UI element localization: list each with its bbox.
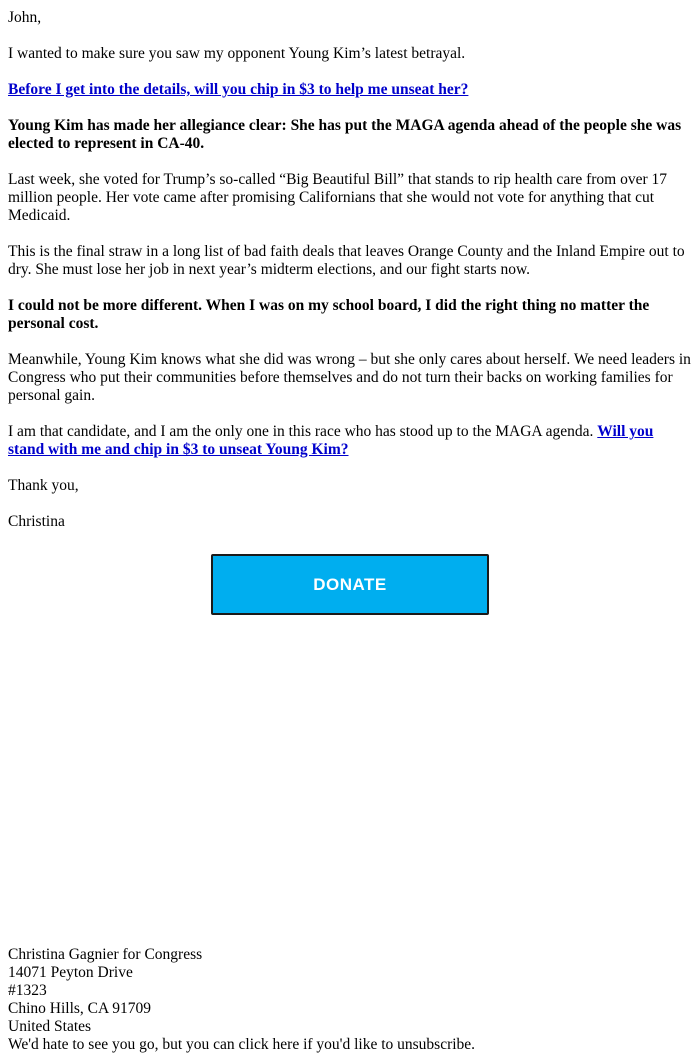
link-paragraph	[8, 81, 692, 99]
donate-button-container	[211, 554, 489, 615]
email-body	[8, 9, 692, 549]
chip-in-link[interactable]: Before I get into the details, will you chip in $3 to help me unseat her?	[8, 81, 469, 98]
intro-paragraph: I wanted to make sure you saw my opponent Young Kim’s latest betrayal.	[8, 45, 466, 62]
stand-with-me-link[interactable]: Will you stand with me and chip in $3 to unseat Young Kim?	[8, 423, 654, 458]
donate-button[interactable]: DONATE	[211, 554, 489, 615]
footer	[8, 946, 692, 1054]
different-paragraph: I could not be more different. When I was on my school board, I did the right thing no matter the personal cost.	[8, 297, 650, 332]
footer-street: 14071 Peyton Drive	[8, 964, 133, 981]
footer-unit: #1323	[8, 982, 47, 999]
footer-org: Christina Gagnier for Congress	[8, 946, 203, 963]
greeting: John,	[8, 9, 42, 26]
vote-paragraph: Last week, she voted for Trump’s so-called “Big Beautiful Bill” that stands to rip health care from over 17 million people. Her vote came after promising Californians that she would not vote for anything that cut Medicaid.	[8, 171, 668, 224]
footer-country: United States	[8, 1018, 92, 1035]
final-straw-paragraph: This is the final straw in a long list of bad faith deals that leaves Orange County and the Inland Empire out to dry. She must lose her job in next year’s midterm elections, and our fight starts now.	[8, 243, 685, 278]
signature: Christina	[8, 513, 65, 530]
footer-city: Chino Hills, CA 91709	[8, 1000, 151, 1017]
candidate-text: I am that candidate, and I am the only one in this race who has stood up to the MAGA agenda.	[8, 423, 594, 440]
unsubscribe-text[interactable]: We'd hate to see you go, but you can click here if you'd like to unsubscribe.	[8, 1036, 476, 1053]
signoff: Thank you,	[8, 477, 79, 494]
candidate-paragraph	[8, 423, 692, 459]
meanwhile-paragraph: Meanwhile, Young Kim knows what she did was wrong – but she only cares about herself. We need leaders in Congress who put their communities before themselves and do not turn their backs on working families for personal gain.	[8, 351, 691, 404]
allegiance-paragraph: Young Kim has made her allegiance clear: She has put the MAGA agenda ahead of the people she was elected to represent in CA-40.	[8, 117, 682, 152]
